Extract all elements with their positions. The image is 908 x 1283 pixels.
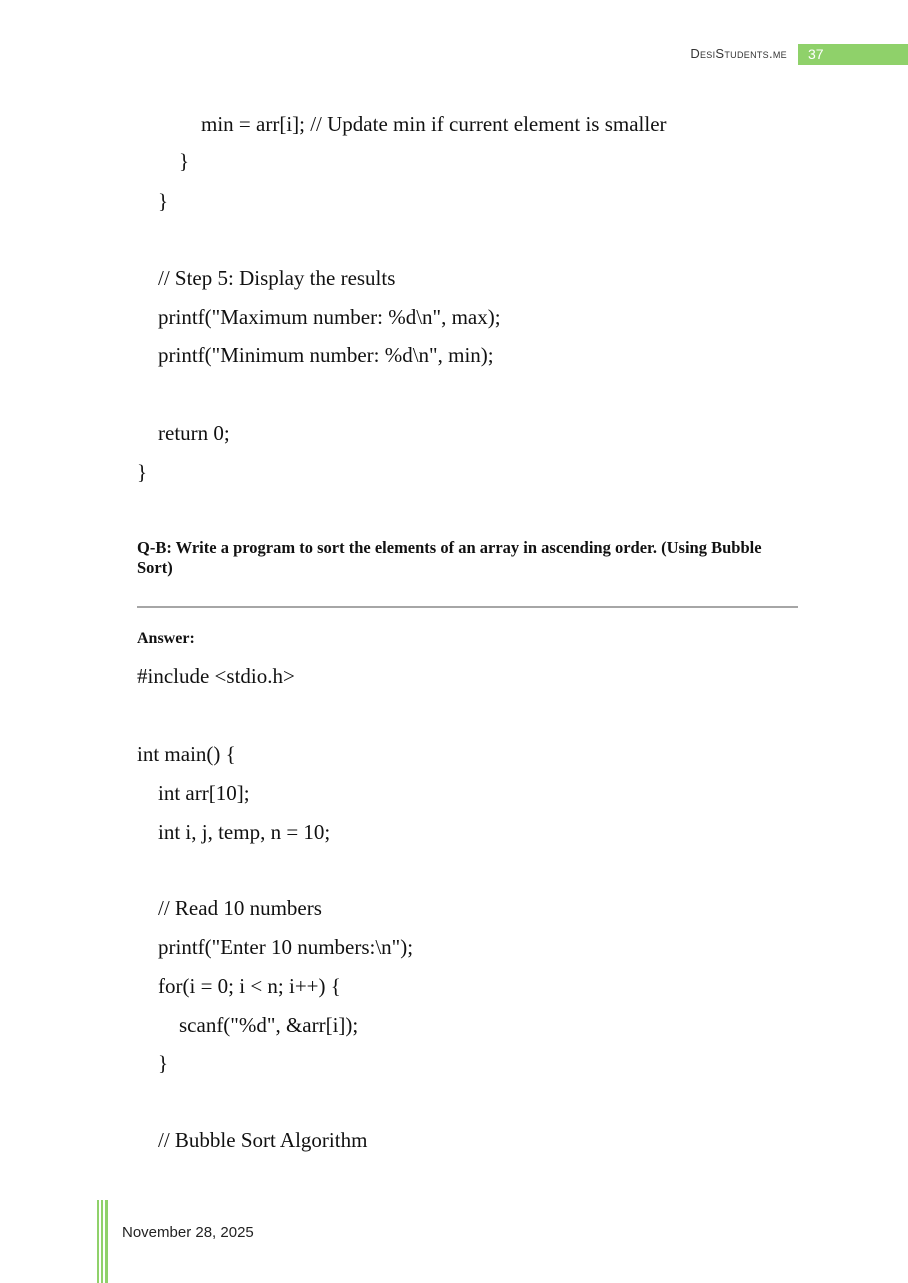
code-line: for(i = 0; i < n; i++) { [158,974,341,998]
code-line: } [158,1051,169,1075]
footer-accent-bar [105,1200,108,1283]
code-line: } [179,149,190,173]
answer-label: Answer: [137,630,195,647]
code-line: } [137,460,148,484]
footer-accent-bar [97,1200,99,1283]
code-line: printf("Maximum number: %d\n", max); [158,305,501,329]
footer-date: November 28, 2025 [122,1224,254,1241]
code-line: printf("Enter 10 numbers:\n"); [158,935,414,959]
code-line: // Read 10 numbers [158,896,322,920]
code-line: int i, j, temp, n = 10; [158,820,331,844]
code-line: return 0; [158,421,230,445]
footer-accent-bar [101,1200,103,1283]
code-line: scanf("%d", &arr[i]); [179,1013,359,1037]
code-line: min = arr[i]; // Update min if current element is smaller [201,112,667,136]
page-number: 37 [798,44,908,65]
code-line: int main() { [137,742,236,766]
question-heading: Q-B: Write a program to sort the elements of an array in ascending order. (Using Bubble Sort) [137,538,762,577]
site-name: DesiStudents.me [690,46,787,61]
code-line: int arr[10]; [158,781,250,805]
code-line: #include <stdio.h> [137,664,295,688]
code-line: // Bubble Sort Algorithm [158,1128,368,1152]
code-line: // Step 5: Display the results [158,266,396,290]
code-line: printf("Minimum number: %d\n", min); [158,343,494,367]
divider [137,606,798,608]
code-line: } [158,189,169,213]
